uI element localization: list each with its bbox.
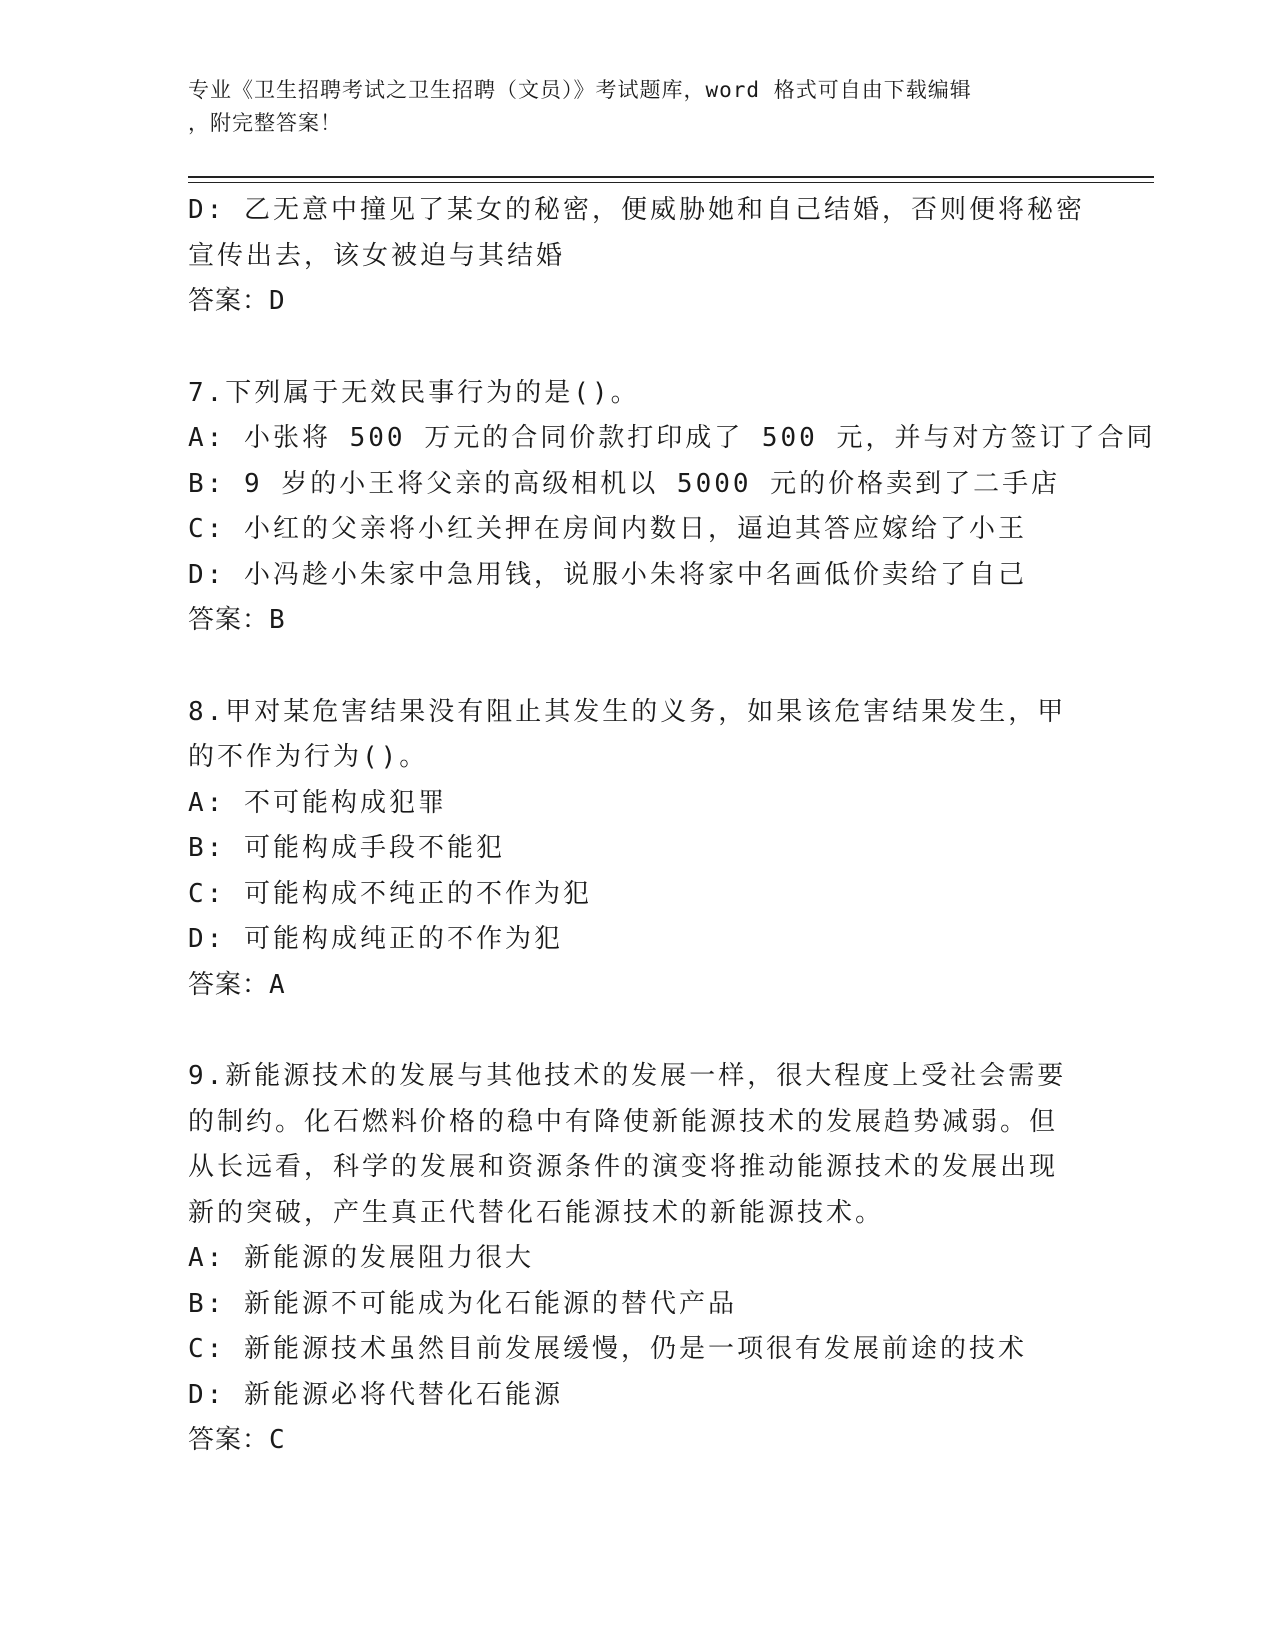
- option-d: D: 新能源必将代替化石能源: [188, 1379, 563, 1410]
- option-a: A: 小张将 500 万元的合同价款打印成了 500 元，并与对方签订了合同: [188, 423, 1156, 453]
- option-b: B: 9 岁的小王将父亲的高级相机以 5000 元的价格卖到了二手店: [188, 468, 1061, 499]
- option-a: A: 新能源的发展阻力很大: [188, 1243, 534, 1273]
- question-list: [188, 188, 1156, 1464]
- spacer: [188, 644, 1088, 690]
- option-b: B: 新能源不可能成为化石能源的替代产品: [188, 1288, 737, 1319]
- answer: 答案：C: [188, 1425, 286, 1455]
- header-line-2: ，附完整答案！: [188, 111, 342, 135]
- option-d-line-2: 宣传出去，该女被迫与其结婚: [188, 240, 566, 271]
- question-9: [188, 1054, 1088, 1464]
- header-rule-thin: [188, 182, 1154, 183]
- option-a: A: 不可能构成犯罪: [188, 787, 447, 818]
- question-stem: 7.下列属于无效民事行为的是()。: [188, 377, 640, 408]
- option-b: B: 可能构成手段不能犯: [188, 833, 505, 863]
- answer: 答案：D: [188, 286, 286, 316]
- option-d: D: 小冯趁小朱家中急用钱，说服小朱将家中名画低价卖给了自己: [188, 559, 1027, 590]
- option-d: D: 可能构成纯正的不作为犯: [188, 924, 563, 954]
- question-stem-line-1: 8.甲对某危害结果没有阻止其发生的义务，如果该危害结果发生，甲: [188, 696, 1067, 727]
- option-c: C: 可能构成不纯正的不作为犯: [188, 878, 592, 909]
- question-stem-line-2: 的制约。化石燃料价格的稳中有降使新能源技术的发展趋势减弱。但: [188, 1106, 1059, 1137]
- question-stem-line-1: 9.新能源技术的发展与其他技术的发展一样，很大程度上受社会需要: [188, 1061, 1067, 1091]
- question-stem-line-4: 新的突破，产生真正代替化石能源技术的新能源技术。: [188, 1197, 885, 1228]
- option-d-line-1: D: 乙无意中撞见了某女的秘密，便威胁她和自己结婚，否则便将秘密: [188, 195, 1085, 225]
- header-line-1: 专业《卫生招聘考试之卫生招聘（文员）》考试题库，word 格式可自由下载编辑: [188, 78, 972, 102]
- question-6-tail: [188, 188, 1088, 325]
- spacer: [188, 325, 1088, 371]
- answer: 答案：A: [188, 969, 286, 1000]
- question-8: [188, 690, 1088, 1009]
- option-c: C: 新能源技术虽然目前发展缓慢，仍是一项很有发展前途的技术: [188, 1334, 1027, 1364]
- header-rule-thick: [188, 176, 1154, 178]
- question-7: [188, 371, 1156, 644]
- spacer: [188, 1008, 1088, 1054]
- answer: 答案：B: [188, 605, 286, 635]
- option-c: C: 小红的父亲将小红关押在房间内数日，逼迫其答应嫁给了小王: [188, 514, 1027, 544]
- question-stem-line-3: 从长远看，科学的发展和资源条件的演变将推动能源技术的发展出现: [188, 1152, 1059, 1182]
- question-stem-line-2: 的不作为行为()。: [188, 742, 429, 772]
- document-header: [188, 74, 1068, 140]
